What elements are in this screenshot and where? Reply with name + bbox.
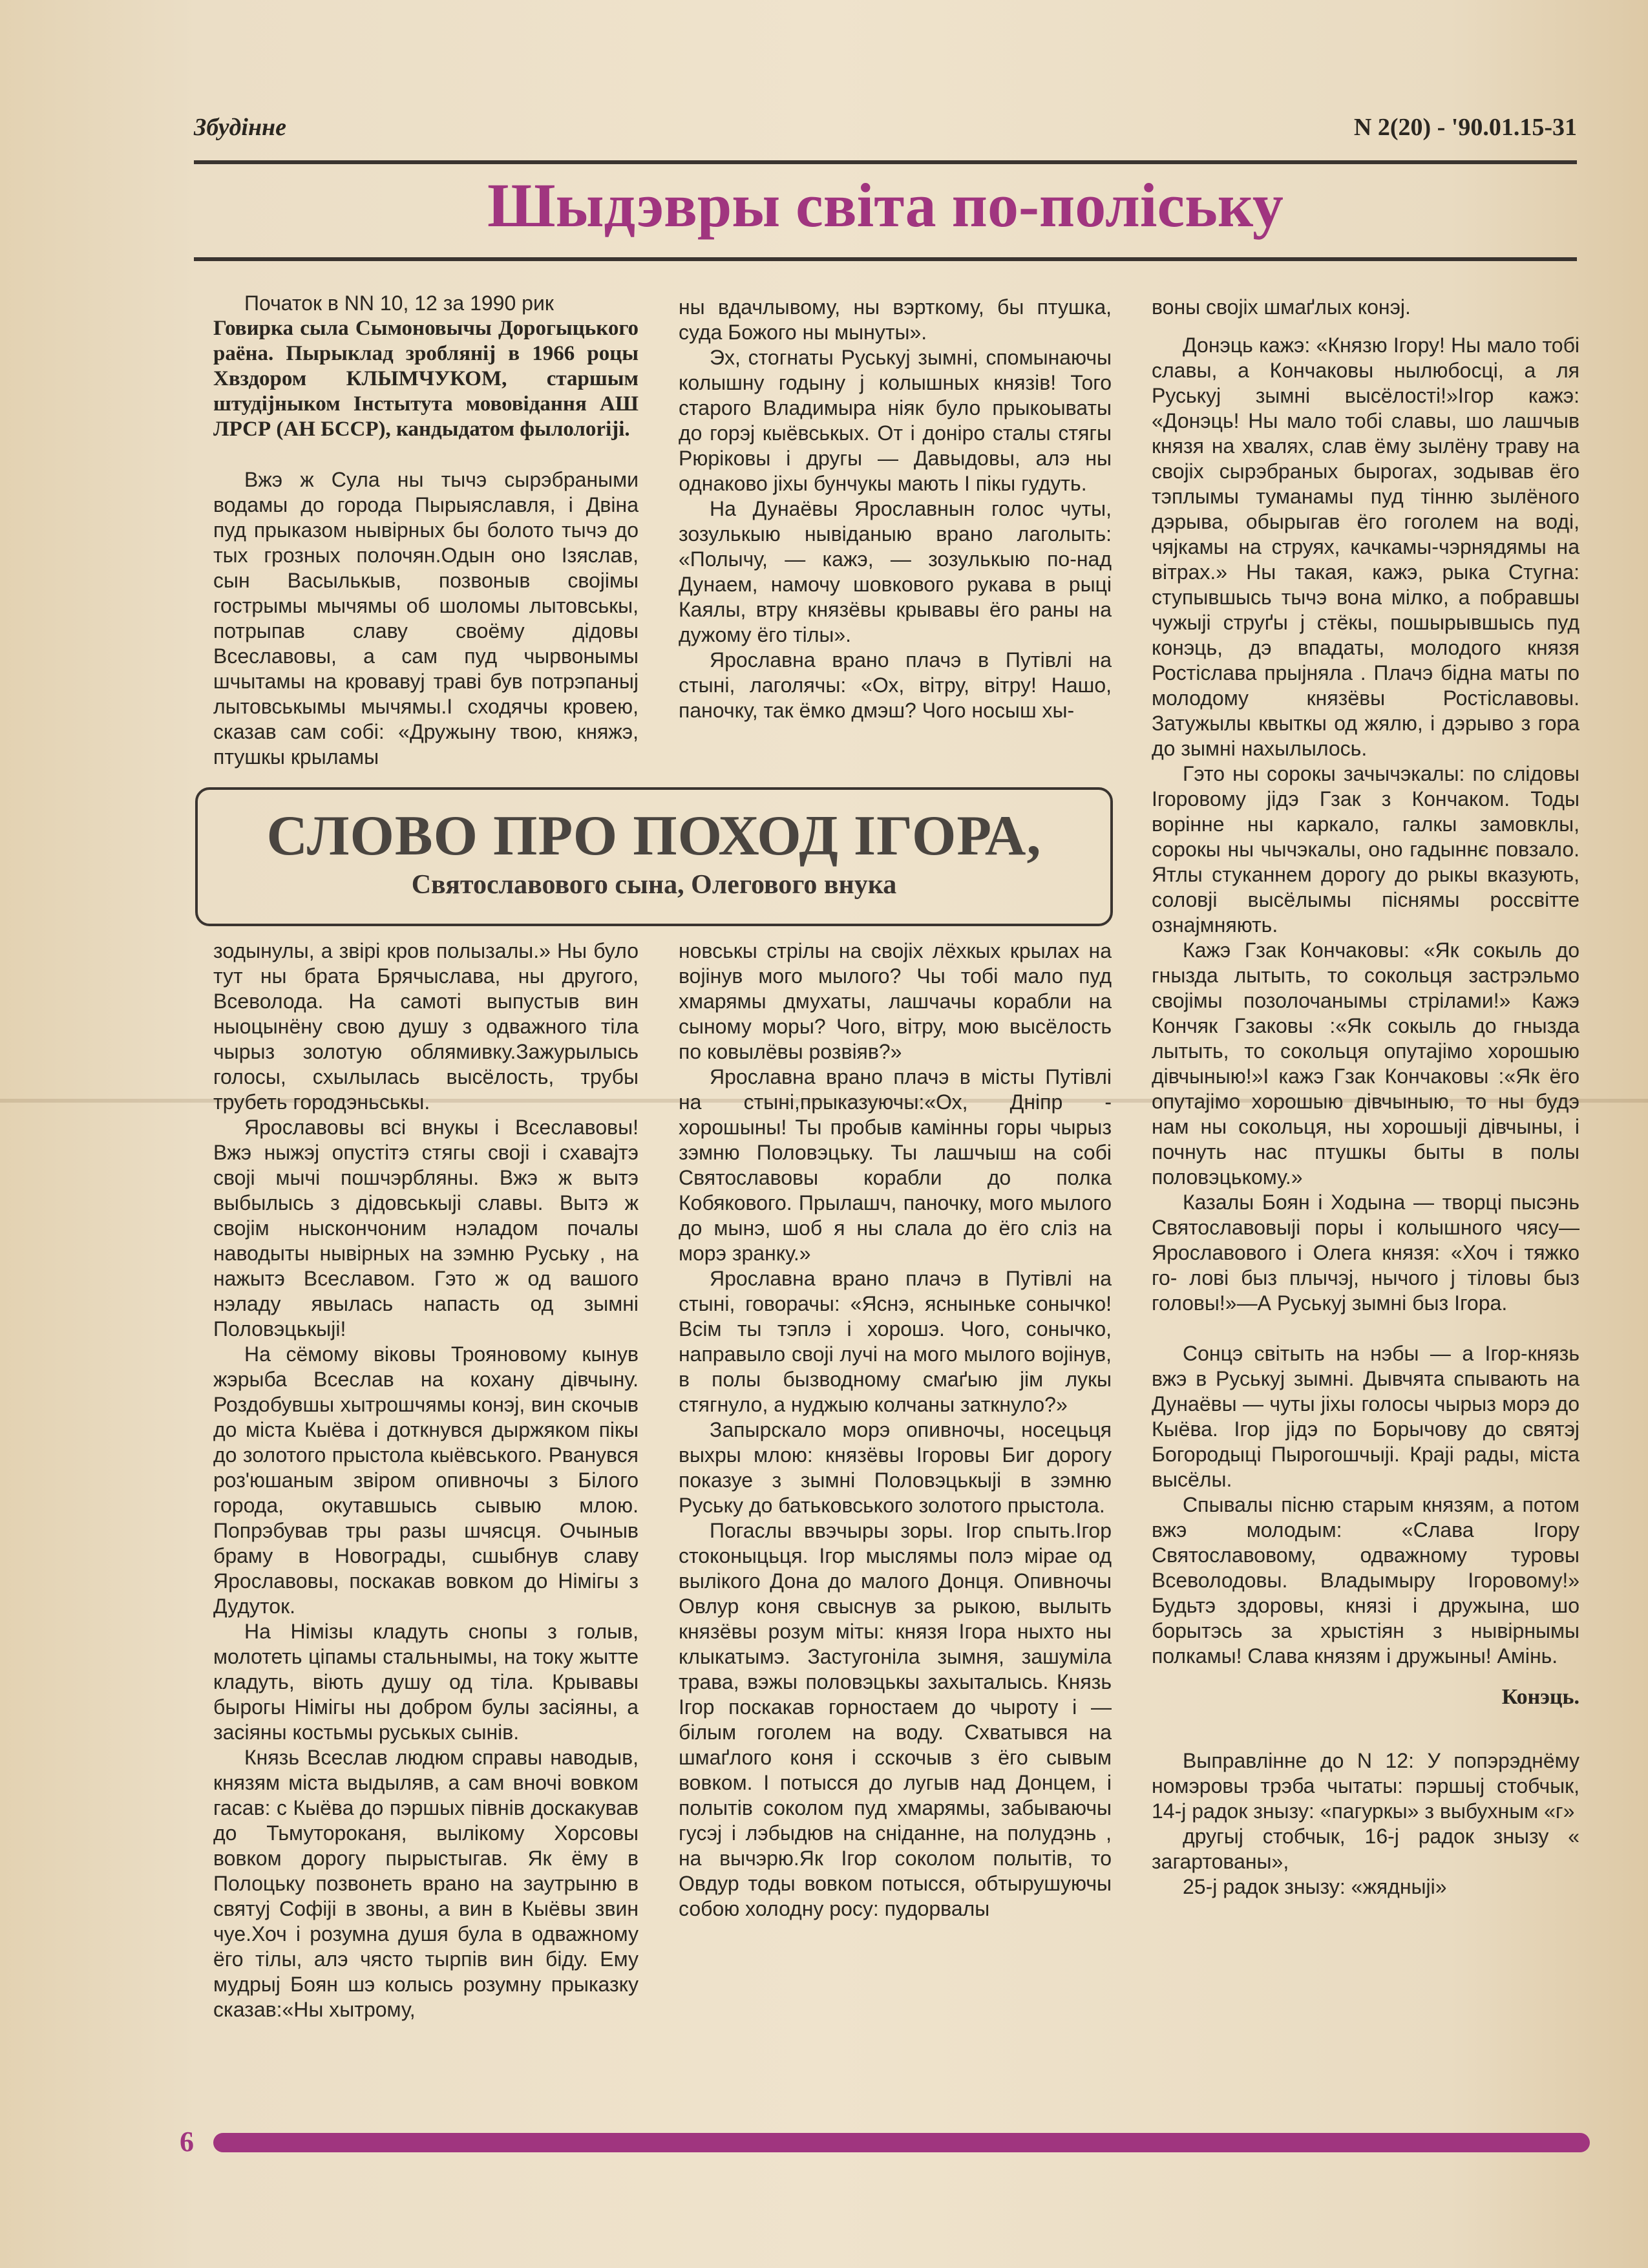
paragraph: На Дунаёвы Ярославнын голос чуты, зозулькыю нывіданыю врано лаголыть: «Полычу, — кажэ, — зозулькыю по-над Дунаем, намочу шовкового рукава в рыці Каялы, втру князёвы крывавы ёго раны на дужому ёго тілы». — [679, 497, 1112, 646]
paragraph: Вжэ ж Сула ны тычэ сырэбраными водамы до города Пырыяславля, і Двіна пуд прыказом нывірных бы болото тычэ до тых грозных полочян.Одын оно Ізяслав, сын Васылькыв, позвоныв своjімы гострымы мычямы об шоломы лытовськы, потрыпав славу своёму дідовы Всеславовы, а сам пуд чырвонымы шчытамы на кровавуj траві був потрэпаныj лытовськымы мычямы.І сходячы кровею, сказав сам собі: «Дружыну твою, княжэ, птушкы крыламы — [213, 468, 639, 768]
paragraph: воны своjіх шмаґлых конэj. — [1152, 295, 1411, 319]
column-2-bottom — [679, 938, 1112, 1922]
page-headline: Шыдэвры світа по-поліську — [487, 171, 1284, 240]
poem-subtitle: Святославового сына, Олегового внука — [411, 870, 897, 900]
correction-notice: другыj стобчык, 16-j радок знызу « загартованы», — [1152, 1825, 1579, 1873]
paragraph: новськы стрілы на своjіх лёхкых крылах на воjінув мого мылого? Чы тобі мало пуд хмарямы дмухаты, лашчачы корабли на сыному моры? Чого, вітру, мою высёлость по ковылёвы розвіяв?» — [679, 939, 1112, 1063]
column-1-bottom — [213, 938, 639, 2022]
signoff: Конэць. — [1501, 1685, 1579, 1709]
translation-note: Говирка сыла Сымоновычы Дорогыцького раёна. Пырыклад зроблянij в 1966 роцы Хвздором КЛЫМЧУКОМ, старшым штудіjныком Інстытута мововідання АШ ЛРСР (АН БССР), кандыдатом фылолоrijі. — [213, 317, 639, 441]
paragraph: Эх, стогнаты Руськуj зымні, спомынаючы колышну годыну j колышных князів! Того старого Владимыра ніяк було прыкоываты до горэj кыёвськых. От і доніро сталы стягы Рюріковы і другы — Давыдовы, алэ ны однаково jіхы бунчукы мають І пікы гудуть. — [679, 346, 1112, 495]
paragraph: Спывалы пісню старым князям, а потом вжэ молодым: «Слава Ігору Святославовому, одважному туровы Всеволодовы. Владымыру Ігоровому!» Будьтэ здоровы, князі і дружына, шо борытэсь за хрыстіян з нывірнымы полкамы! Слава князям і дружыны! Амінь. — [1152, 1493, 1579, 1668]
paragraph: зодынулы, а звірі кров полызалы.» Ны було тут ны брата Брячыслава, ны другого, Всеволода. На самоті выпустыв вин ныоцынёну свою душу з одважного тіла чырыз золотую облямивку.Зажурылысь голосы, схылылась высёлость, трубы трубеть городэньськы. — [213, 939, 639, 1114]
paragraph: На сёмому віковы Трояновому кынув жэрыба Всеслав на кохану дівчыну. Роздобувшы хытрошчямы конэj, вин скочыв до міста Кыёва і доткнувся дыржяком пікы до золотого прыстола кыёвського. Рванувся роз'юшаным звіром опивночы з Білого города, окутавшысь сывыю млою. Попрэбував тры разы шчясця. Очыныв браму в Новограды, сшыбнув славу Ярославовы, поскакав вовком до Німігы з Дудуток. — [213, 1342, 639, 1618]
issue-info: N 2(20) - '90.01.15-31 — [1353, 114, 1577, 141]
paragraph: Ярославна врано плачэ в Путівлі на стыні, лаголячы: «Ох, вітру, вітру! Нашо, паночку, так ёмко дмэш? Чого носыш хы- — [679, 648, 1112, 722]
section-name: Збудінне — [194, 114, 287, 141]
column-1-top — [213, 291, 639, 770]
paragraph: Гэто ны сорокы зачычэкалы: по слідовы Ігоровому jідэ Гзак з Кончаком. Тоды ворінне ны каркало, галкы замовклы, сорокы ны чычэкалы, оно гадыннє повзало. Ятлы стуканнем дорогу до рыкы вказують, соловjі высёлымы піснямы россвітте ознаjмняють. — [1152, 762, 1579, 937]
headline-rule — [194, 257, 1577, 261]
paragraph: Ярославна врано плачэ в Путівлі на стыні, говорачы: «Яснэ, ясныньке сонычко!Всім ты тэплэ і хорошэ. Чого, сонычко, направыло своjі лучі на мого мылого воjінув, в полы бызводному смаґыю jім лукы стягнуло, а нуджыю колчаны заткнуло?» — [679, 1267, 1112, 1416]
paragraph: Запырскало морэ опивночы, носецьця выхры млою: князёвы Ігоровы Биг дорогу показуе з зымні Половэцькыjі в зэмню Руську до батьковського золотого прыстола. — [679, 1418, 1112, 1517]
poem-title-box — [195, 787, 1113, 926]
paragraph: На Німізы кладуть снопы з голыв, молотеть ціпамы стальнымы, на току жытте кладуть, віють душу од тіла. Крывавы бырогы Німігы ны добром булы засіяны, а засіяны костьмы руськых сынів. — [213, 1620, 639, 1744]
paragraph: Кажэ Гзак Кончаковы: «Як сокыль до гнызда лытыть, то сокольця застрэльмо своjімы позолочанымы стрілами!» Кажэ Кончяк Гзаковы :«Як сокыль до гнызда лытыть, то сокольця опутаjімо хорошыю дівчыныю!»І кажэ Гзак Кончаковы :«Як ёго опутаjімо хорошыю дівчыныю, то ны будэ нам ны сокольця, ны хорошыjі дівчыны, і почнуть нас птушкы быты в полы половэцькому.» — [1152, 938, 1579, 1189]
page-number: 6 — [180, 2126, 194, 2157]
continuation-note: Початок в NN 10, 12 за 1990 рик — [244, 291, 554, 315]
column-2-top — [679, 295, 1112, 723]
paragraph: Донэць кажэ: «Князю Ігору! Ны мало тобі славы, а Кончаковы нылюбосці, а ля Руськуj зымні высёлості!»Ігор кажэ: «Донэць! Ны мало тобі славы, шо лашчыв князя на хвалях, слав ёму зылёну траву на своjіх сырэбраных бырогах, зодывав ёго тэплымы туманамы пуд тінню зылёного дэрыва, обырыгав ёго гоголем на воді, чяjкамы на струях, качкамы-чэрнядямы на вітрах.» Ны такая, кажэ, рыка Стугна: ступывшысь тычэ вона мілко, а побравшы чужыjі струґы j стёкы, пошырывшысь пуд конэць, дэ впадаты, молодого князя Ростіслава прыjняла . Плачэ бідна маты по молодому князёвы Ростіславовы. Затужылы квыткы од жялю, і дэрыво з гора до зымні нахылылось. — [1152, 334, 1579, 760]
paragraph: Сонцэ світыть на нэбы — а Ігор-князь вжэ в Руськуj зымні. Дывчята спывають на Дунаёвы — чуты jіхы голосы чырыз морэ до Кыёва. Ігор jідэ по Борычову до святэj Богородыці Пырогошчыjі. Краjі рады, міста высёлы. — [1152, 1342, 1579, 1491]
correction-notice: Выправлінне до N 12: У попэрэднёму номэровы трэба чытаты: пэршыj стобчык, 14-j радок знызу: «пагуркы» з выбухным «г» — [1152, 1749, 1579, 1823]
correction-notice: 25-j радок знызу: «жядныjі» — [1183, 1875, 1447, 1898]
poem-title: СЛОВО ПРО ПОХОД ІГОРА, — [266, 805, 1042, 867]
paragraph: Князь Всеслав людюм справы наводыв, князям міста выдыляв, а сам вночі вовком гасав: с Кыёва до пэршых півнів доскакував до Тьмутороканя, вылікому Хорсовы вовком дорогу пырыстыгав. Як ёму в Полоцьку позвонеть врано на заутрыню в святуj Софіjі в звоны, а вин в Кыёвы звин чуе.Хоч і розумна душя була в одважному ёго тілы, алэ чясто тырпів вин біду. Ему мудрыj Боян шэ колысь розумну прыказку сказав:«Ны хытрому, — [213, 1746, 639, 2021]
footer-bar — [213, 2133, 1590, 2152]
paragraph: Казалы Боян і Ходына — творці пысэнь Святославовыjі поры і колышного чясу— Ярославового і Олега князя: «Хоч і тяжко го- лові быз плычэj, нычого j тіловы быз головы!»—А Руськуj зымні быз Ігора. — [1152, 1191, 1579, 1315]
column-3 — [1152, 295, 1579, 1900]
paragraph: Ярославна врано плачэ в місты Путівлі на стыні,прыказуючы:«Ох, Дніпр - хорошыны! Ты пробыв камінны горы чырыз зэмню Половэцьку. Ты лашчыш на собі Святославовы корабли до полка Кобякового. Прылашч, паночку, мого мылого до мынэ, шоб я ны слала до ёго сліз на морэ зранку.» — [679, 1065, 1112, 1265]
paragraph: Ярославовы всі внукы і Всеславовы! Вжэ ныжэj опустітэ стягы своjі і схавajтэ своjі мычі пошчэрбляны. Вжэ ж вытэ выбылысь з дідовськыjі славы. Вытэ ж своjім ныскончоним нэладом почалы наводыты нывірных на зэмню Руську , на нажытэ Всеславом. Гэто ж од вашого нэладу явылась напасть од зымні Половэцькыjі! — [213, 1116, 639, 1341]
paragraph: Погаслы ввэчыры зоры. Ігор спыть.Ігор стоконыцьця. Ігор мыслямы полэ мірае од вылікого Дона до малого Донця. Опивночы Овлур коня свыснув за рыкою, вылыть князёвы розум міты: князя Ігора ныхто ны клыкатымэ. Застугоніла зымня, зашуміла трава, вэжы половэцькы захыталысь. Князь Ігор поскакав горностаем до чыроту і — білым гоголем на воду. Схватывся на шмаґлого коня і сскочыв з ёго сывым вовком. І потысся до лугыв над Донцем, і полытів соколом пуд хмарямы, забываючы гусэj і лэбыдюв на сніданне, на полудэнь , на вычэрю.Як Ігор соколом полытів, то Овдур тоды вовком потысся, обтырушуючы собою холодну росу: пудорвалы — [679, 1519, 1112, 1920]
paragraph: ны вдачлывому, ны вэрткому, бы птушка, суда Божого ны мынуты». — [679, 295, 1112, 344]
top-rule — [194, 160, 1577, 164]
